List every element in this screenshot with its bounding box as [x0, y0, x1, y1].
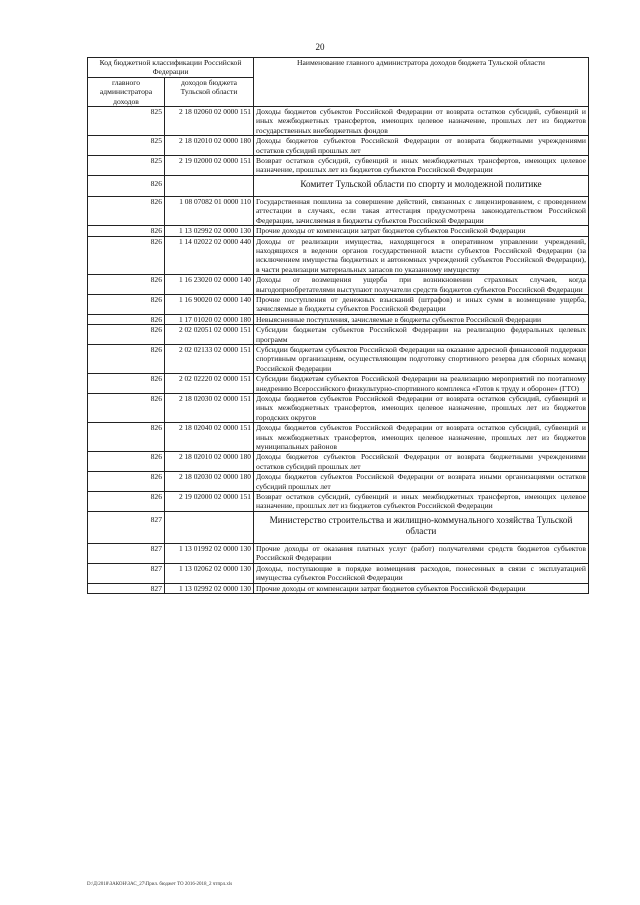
income-code-cell: 1 16 23020 02 0000 140 [165, 275, 254, 295]
income-name-cell: Невыясненные поступления, зачисляемые в бюджеты субъектов Российской Федерации [254, 314, 589, 324]
admin-code-cell: 826 [88, 394, 165, 423]
header-classification-code: Код бюджетной классификации Российской Федерации [88, 58, 254, 78]
table-row [88, 156, 589, 176]
income-code-cell: 1 14 02022 02 0000 440 [165, 236, 254, 275]
page-number: 20 [315, 42, 325, 52]
income-name-cell: Доходы бюджетов субъектов Российской Федерации от возврата остатков субсидий, субвенций и иных межбюджетных трансфертов, имеющих целевое назначение, прошлых лет из бюджетов муниципальных районов [254, 423, 589, 452]
income-code-cell: 2 18 02030 02 0000 180 [165, 472, 254, 492]
admin-code-cell: 826 [88, 196, 165, 225]
admin-code-cell: 827 [88, 511, 165, 543]
income-name-cell: Возврат остатков субсидий, субвенций и иных межбюджетных трансфертов, имеющих целевое назначение, прошлых лет из бюджетов субъектов Российской Федерации [254, 156, 589, 176]
admin-code-cell: 826 [88, 472, 165, 492]
income-code-cell: 2 18 02010 02 0000 180 [165, 136, 254, 156]
income-name-cell: Прочие доходы от компенсации затрат бюджетов субъектов Российской Федерации [254, 583, 589, 593]
admin-code-cell: 827 [88, 563, 165, 583]
income-name-cell: Субсидии бюджетам субъектов Российской Федерации на реализацию федеральных целевых программ [254, 325, 589, 345]
admin-code-cell: 826 [88, 423, 165, 452]
administrator-group-row [88, 511, 589, 543]
table-row [88, 275, 589, 295]
table-row [88, 543, 589, 563]
income-code-cell: 2 19 02000 02 0000 151 [165, 492, 254, 512]
admin-code-cell: 826 [88, 492, 165, 512]
table-row [88, 394, 589, 423]
income-name-cell: Доходы бюджетов субъектов Российской Федерации от возврата бюджетными учреждениями остатков субсидий прошлых лет [254, 452, 589, 472]
admin-code-cell: 826 [88, 226, 165, 236]
table-row [88, 314, 589, 324]
table-row [88, 452, 589, 472]
table-row [88, 136, 589, 156]
header-administrator-name: Наименование главного администратора доходов бюджета Тульской области [254, 58, 589, 107]
income-name-cell: Прочие доходы от компенсации затрат бюджетов субъектов Российской Федерации [254, 226, 589, 236]
admin-code-cell: 826 [88, 344, 165, 373]
table-row [88, 563, 589, 583]
income-administrators-table [87, 57, 589, 594]
income-code-cell: 2 18 02040 02 0000 151 [165, 423, 254, 452]
income-code-cell: 1 13 02992 02 0000 130 [165, 583, 254, 593]
income-code-cell [165, 175, 254, 196]
file-path-footer: D:\Д\2018\ЗАКОН\ЗАС_27\Прил. бюджет ТО 2016-2018_2 чтпрл.xls [87, 882, 233, 887]
income-name-cell: Доходы, поступающие в порядке возмещения расходов, понесенных в связи с эксплуатацией имущества субъектов Российской Федерации [254, 563, 589, 583]
admin-code-cell: 826 [88, 275, 165, 295]
income-name-cell: Доходы бюджетов субъектов Российской Федерации от возврата остатков субсидий, субвенций и иных межбюджетных трансфертов, имеющих целевое назначение, прошлых лет из бюджетов государственных внебюджетных фондов [254, 107, 589, 136]
admin-code-cell: 825 [88, 156, 165, 176]
income-name-cell: Доходы бюджетов субъектов Российской Федерации от возврата бюджетными учреждениями остатков субсидий прошлых лет [254, 136, 589, 156]
income-name-cell: Доходы бюджетов субъектов Российской Федерации от возврата остатков субсидий, субвенций и иных межбюджетных трансфертов, имеющих целевое назначение, прошлых лет из бюджетов городских округов [254, 394, 589, 423]
admin-code-cell: 826 [88, 374, 165, 394]
table-row [88, 226, 589, 236]
income-code-cell: 1 13 02992 02 0000 130 [165, 226, 254, 236]
admin-code-cell: 826 [88, 314, 165, 324]
admin-code-cell: 827 [88, 583, 165, 593]
income-code-cell: 2 18 02060 02 0000 151 [165, 107, 254, 136]
income-code-cell: 2 02 02051 02 0000 151 [165, 325, 254, 345]
admin-code-cell: 827 [88, 543, 165, 563]
income-code-cell: 1 13 02062 02 0000 130 [165, 563, 254, 583]
income-code-cell: 1 16 90020 02 0000 140 [165, 294, 254, 314]
income-code-cell: 2 18 02010 02 0000 180 [165, 452, 254, 472]
header-main-administrator: главного администратора доходов [88, 77, 165, 106]
income-name-cell: Возврат остатков субсидий, субвенций и иных межбюджетных трансфертов, имеющих целевое назначение, прошлых лет из бюджетов субъектов Российской Федерации [254, 492, 589, 512]
income-code-cell: 2 18 02030 02 0000 151 [165, 394, 254, 423]
income-name-cell: Субсидии бюджетам субъектов Российской Федерации на реализацию мероприятий по поэтапному внедрению Всероссийского физкультурно-спортивного комплекса «Готов к труду и обороне» (ГТО) [254, 374, 589, 394]
income-code-cell: 1 17 01020 02 0000 180 [165, 314, 254, 324]
table-row [88, 294, 589, 314]
admin-code-cell: 825 [88, 136, 165, 156]
table-row [88, 583, 589, 593]
table-row [88, 344, 589, 373]
income-name-cell: Государственная пошлина за совершение действий, связанных с лицензированием, с проведением аттестации в случаях, если такая аттестация предусмотрена законодательством Российской Федерации, зачисляемая в бюджеты субъектов Российской Федерации [254, 196, 589, 225]
table-row [88, 196, 589, 225]
table-row [88, 236, 589, 275]
table-row [88, 374, 589, 394]
income-code-cell: 2 19 02000 02 0000 151 [165, 156, 254, 176]
admin-code-cell: 825 [88, 107, 165, 136]
administrator-group-row [88, 175, 589, 196]
income-name-cell: Доходы от реализации имущества, находящегося в оперативном управлении учреждений, находящихся в ведении органов государственной власти субъектов Российской Федерации (за исключением имущества бюджетных и автономных учреждений субъектов Российской Федерации), в части реализации материальных запасов по указанному имуществу [254, 236, 589, 275]
admin-code-cell: 826 [88, 294, 165, 314]
income-code-cell: 1 08 07082 01 0000 110 [165, 196, 254, 225]
admin-code-cell: 826 [88, 452, 165, 472]
admin-code-cell: 826 [88, 325, 165, 345]
table-row [88, 492, 589, 512]
table-row [88, 472, 589, 492]
income-code-cell [165, 511, 254, 543]
table-row [88, 325, 589, 345]
income-name-cell: Министерство строительства и жилищно-коммунального хозяйства Тульской области [254, 511, 589, 543]
income-name-cell: Субсидии бюджетам субъектов Российской Федерации на оказание адресной финансовой поддержки спортивным организациям, осуществляющим подготовку спортивного резерва для сборных команд Российской Федерации [254, 344, 589, 373]
table-row [88, 107, 589, 136]
income-name-cell: Доходы бюджетов субъектов Российской Федерации от возврата иными организациями остатков субсидий прошлых лет [254, 472, 589, 492]
income-code-cell: 1 13 01992 02 0000 130 [165, 543, 254, 563]
admin-code-cell: 826 [88, 236, 165, 275]
table-body [88, 107, 589, 594]
income-code-cell: 2 02 02220 02 0000 151 [165, 374, 254, 394]
income-name-cell: Прочие доходы от оказания платных услуг (работ) получателями средств бюджетов субъектов Российской Федерации [254, 543, 589, 563]
income-name-cell: Прочие поступления от денежных взысканий (штрафов) и иных сумм в возмещение ущерба, зачисляемые в бюджеты субъектов Российской Федерации [254, 294, 589, 314]
table-row [88, 423, 589, 452]
admin-code-cell: 826 [88, 175, 165, 196]
table-header [88, 58, 589, 107]
income-code-cell: 2 02 02133 02 0000 151 [165, 344, 254, 373]
income-name-cell: Доходы от возмещения ущерба при возникновении страховых случаев, когда выгодоприобретателями выступают получатели средств бюджетов субъектов Российской Федерации [254, 275, 589, 295]
header-budget-income: доходов бюджета Тульской области [165, 77, 254, 106]
income-name-cell: Комитет Тульской области по спорту и молодежной политике [254, 175, 589, 196]
